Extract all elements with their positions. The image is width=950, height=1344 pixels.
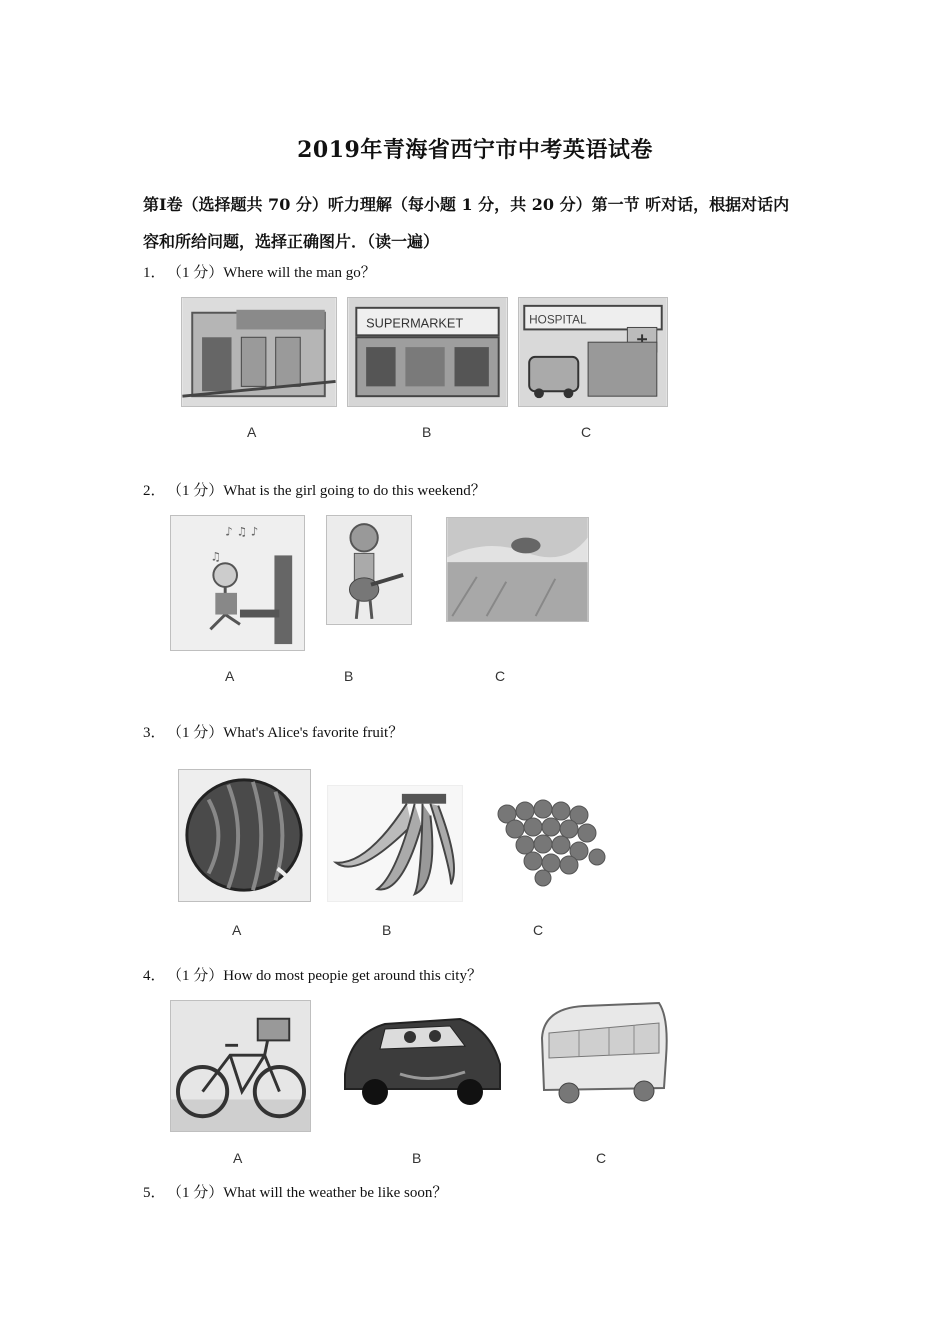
question-score: （1 分）	[167, 968, 224, 984]
option-c-label: C	[581, 424, 592, 440]
question-text: What is the girl going to do this weekend？	[223, 483, 486, 499]
option-c-picture[interactable]	[518, 297, 668, 407]
option-b-label: B	[412, 1150, 422, 1166]
question-number: 1．	[143, 265, 166, 281]
instruction-line-2: 容和所给问题，选择正确图片．（读一遍）	[143, 232, 440, 251]
car-picture	[340, 1004, 504, 1108]
instruction-line-1: 第Ⅰ卷（选择题共 70 分）听力理解（每小题 1 分，共 20 分）第一节 听对话，根据对话内	[143, 195, 790, 214]
page-title: 2019年青海省西宁市中考英语试卷	[297, 137, 653, 163]
question-number: 5．	[143, 1185, 166, 1201]
park-grass-picture	[447, 518, 588, 621]
option-a-label: A	[233, 1150, 243, 1166]
option-c-label: C	[596, 1150, 607, 1166]
option-b-picture[interactable]	[326, 515, 412, 625]
bananas-picture	[328, 786, 462, 901]
option-a-label: A	[247, 424, 257, 440]
girl-playing-guitar-picture	[327, 516, 411, 624]
option-a-picture[interactable]	[178, 769, 311, 902]
option-b-picture[interactable]	[327, 785, 463, 902]
question-score: （1 分）	[167, 483, 224, 499]
question-score: （1 分）	[167, 725, 224, 741]
option-a-label: A	[225, 668, 235, 684]
question-text: Where will the man go？	[223, 265, 376, 281]
question-5	[143, 1181, 447, 1202]
svg-text:♫: ♫	[210, 549, 222, 564]
question-text: How do most peopie get around this city？	[223, 968, 482, 984]
option-a-label: A	[232, 922, 242, 938]
question-number: 3．	[143, 725, 166, 741]
question-2	[143, 479, 486, 500]
option-c-picture[interactable]	[487, 799, 607, 889]
option-b-picture[interactable]	[340, 1004, 504, 1108]
option-b-label: B	[382, 922, 392, 938]
option-c-picture[interactable]	[534, 998, 672, 1108]
question-text: What will the weather be like soon？	[223, 1185, 448, 1201]
hospital-picture	[519, 298, 667, 406]
option-c-label: C	[533, 922, 544, 938]
question-score: （1 分）	[167, 265, 224, 281]
grapes-picture	[487, 799, 607, 889]
bicycle-picture	[171, 1001, 310, 1131]
option-a-picture[interactable]	[181, 297, 337, 407]
option-a-picture[interactable]	[170, 1000, 311, 1132]
option-b-label: B	[344, 668, 354, 684]
supermarket-picture	[348, 298, 507, 406]
bus-picture	[534, 998, 672, 1108]
supermarket-sign: SUPERMARKET	[366, 315, 464, 331]
question-number: 4．	[143, 968, 166, 984]
option-a-picture[interactable]	[170, 515, 305, 651]
watermelon-picture	[179, 770, 310, 901]
building-storefront-picture	[182, 298, 336, 406]
question-score: （1 分）	[167, 1185, 224, 1201]
option-b-label: B	[422, 424, 432, 440]
girl-playing-piano-picture	[171, 516, 304, 650]
question-3	[143, 721, 403, 742]
hospital-sign: HOSPITAL	[529, 313, 587, 327]
question-text: What's Alice's favorite fruit？	[223, 725, 404, 741]
svg-text:♪ ♫ ♪: ♪ ♫ ♪	[225, 524, 259, 539]
question-number: 2．	[143, 483, 166, 499]
question-1	[143, 261, 376, 282]
option-c-picture[interactable]	[446, 517, 589, 622]
option-b-picture[interactable]	[347, 297, 508, 407]
question-4	[143, 964, 482, 985]
option-c-label: C	[495, 668, 506, 684]
section-instruction	[143, 186, 813, 260]
